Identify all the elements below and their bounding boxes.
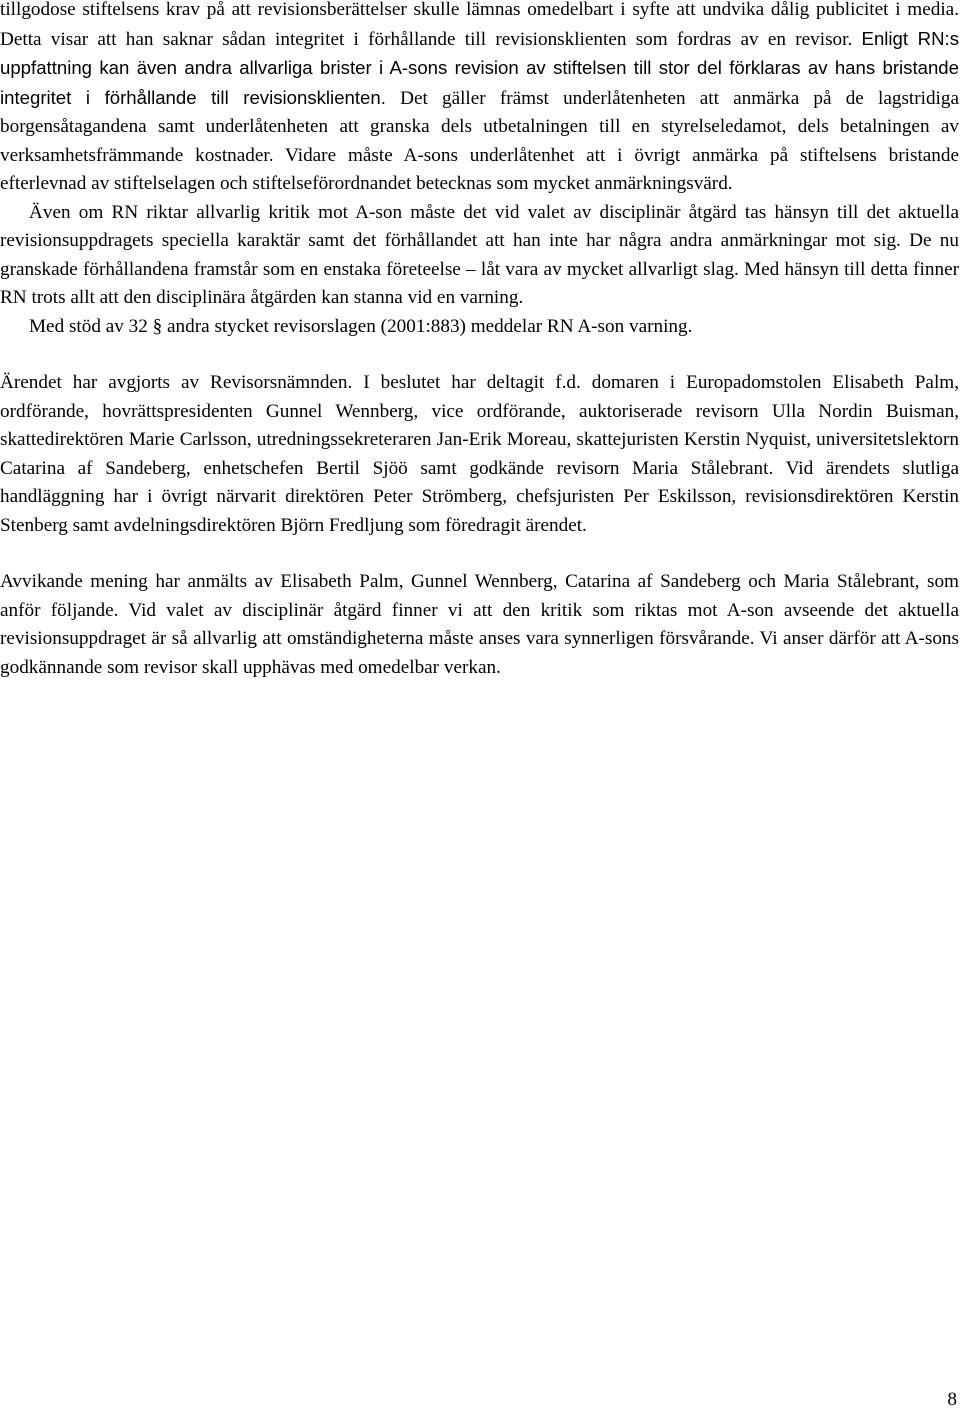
paragraph-2: Även om RN riktar allvarlig kritik mot A-son måste det vid valet av disciplinär åtgärd tas hänsyn till det aktuella revisionsuppdragets speciella karaktär samt det förhållandet att han inte har några andra anmärkningar mot sig. De nu granskade förhållandena framstår som en enstaka företeelse – låt vara av mycket allvarligt slag. Med hänsyn till detta finner RN trots allt att den disciplinära åtgärden kan stanna vid en varning.: [0, 201, 959, 308]
paragraph-1: [0, 0, 959, 199]
paragraph-1-segment-serif: tillgodose stiftelsens krav på att revisionsberättelser skulle lämnas omedelbart i syfte att undvika dålig publicitet i media. Detta visar att han saknar sådan integritet i förhållande till revisionsklienten som fordras av en revisor.: [0, 0, 959, 50]
paragraph-1-segment-rest: Det gäller främst underlåtenheten att anmärka på de lagstridiga borgensåtagandena samt underlåtenheten att granska dels utbetalningen till en styrelseledamot, dels betalningen av verksamhetsfrämmande kostnader. Vidare måste A-sons underlåtenhet att i övrigt anmärka på stiftelsens bristande efterlevnad av stiftelselagen och stiftelseförordnandet betecknas som mycket anmärkningsvärd.: [0, 87, 960, 194]
document-body: [0, 0, 959, 682]
paragraph-gap: [0, 341, 959, 369]
paragraph-3: Med stöd av 32 § andra stycket revisorslagen (2001:883) meddelar RN A-son varning.: [29, 315, 693, 337]
paragraph-1-segment-sans: Enligt RN:s uppfattning kan även andra allvarliga brister i A-sons revision av stiftelsen till stor del förklaras av hans bristande integritet i förhållande till revisionsklienten.: [0, 27, 960, 108]
paragraph-5: Avvikande mening har anmälts av Elisabeth Palm, Gunnel Wennberg, Catarina af Sandeberg och Maria Stålebrant, som anför följande. Vid valet av disciplinär åtgärd finner vi att den kritik som riktas mot A-son avseende det aktuella revisionsuppdraget är så allvarlig att omständigheterna måste anses vara synnerligen försvårande. Vi anser därför att A-sons godkännande som revisor skall upphävas med omedelbar verkan.: [0, 571, 959, 678]
paragraph-4: Ärendet har avgjorts av Revisorsnämnden. I beslutet har deltagit f.d. domaren i Europadomstolen Elisabeth Palm, ordförande, hovrättspresidenten Gunnel Wennberg, vice ordförande, auktoriserade revisorn Ulla Nordin Buisman, skattedirektören Marie Carlsson, utredningssekreteraren Jan-Erik Moreau, skattejuristen Kerstin Nyquist, universitetslektorn Catarina af Sandeberg, enhetschefen Bertil Sjöö samt godkände revisorn Maria Stålebrant. Vid ärendets slutliga handläggning har i övrigt närvarit direktören Peter Strömberg, chefsjuristen Per Eskilsson, revisionsdirektören Kerstin Stenberg samt avdelningsdirektören Björn Fredljung som föredragit ärendet.: [0, 372, 959, 536]
page-number: 8: [947, 1389, 957, 1410]
paragraph-gap: [0, 540, 959, 568]
